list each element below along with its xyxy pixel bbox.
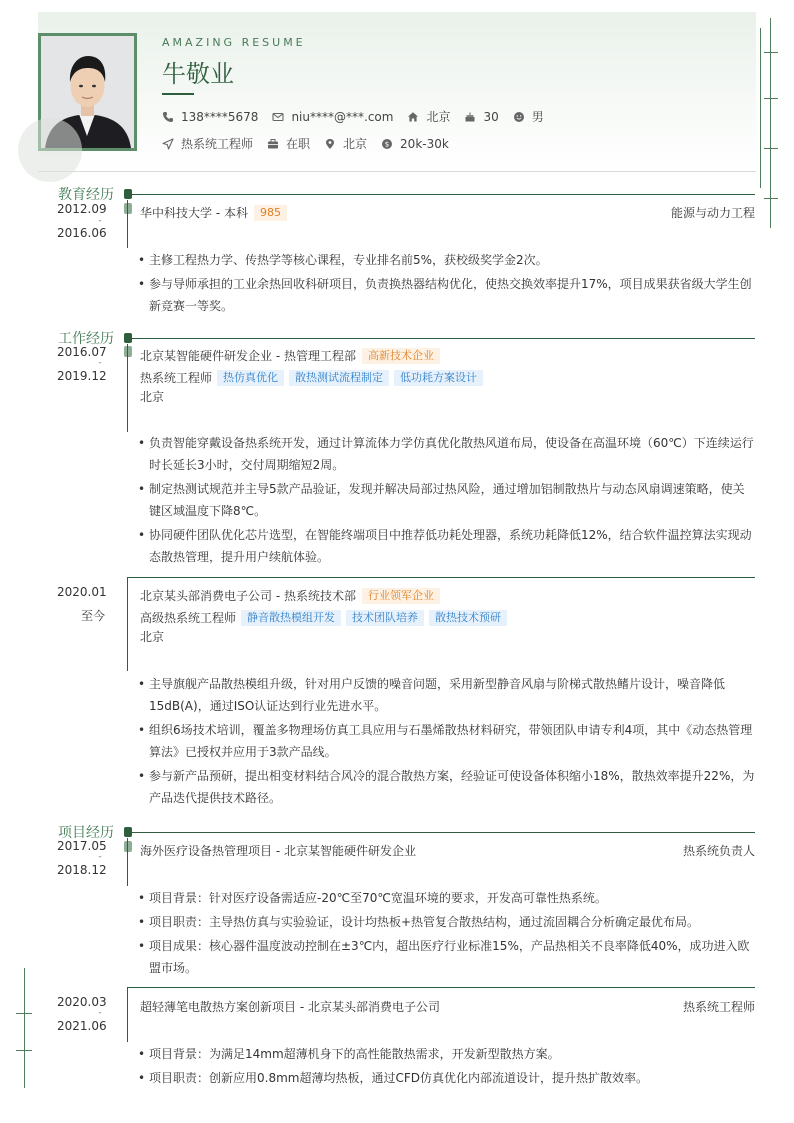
company-dept: 北京某头部消费电子公司 - 热系统技术部 [140, 589, 356, 603]
company-tag: 行业领军企业 [362, 588, 440, 604]
phone-icon [162, 111, 174, 123]
city-info [407, 108, 450, 125]
entry-divider [128, 987, 755, 988]
cake-icon [464, 111, 476, 123]
candidate-name: 牛敬业 [162, 60, 234, 88]
edu-start-date: 2012.09 [57, 202, 107, 216]
section-line [128, 832, 755, 833]
role: 热系统工程师 [140, 371, 213, 385]
city-text: 北京 [426, 110, 451, 124]
bullet-item: • 参与导师承担的工业余热回收科研项目，负责换热器结构优化，使热交换效率提升17%，项目成果获省级大学生创新竞赛一等奖。 [138, 273, 755, 317]
project-role: 热系统工程师 [682, 1000, 755, 1014]
date-separator: - [98, 216, 102, 226]
project-title: 超轻薄笔电散热方案创新项目 - 北京某头部消费电子公司 [140, 1000, 440, 1014]
entry-marker [124, 841, 132, 852]
edu-entry-head [140, 204, 755, 221]
role: 高级热系统工程师 [140, 611, 237, 625]
decor-line [764, 198, 778, 199]
bullet-item: • 项目职责：主导热仿真与实验验证，设计均热板+热管复合散热结构，通过流固耦合分析确定最优布局。 [138, 911, 755, 933]
edu-end-date: 2016.06 [57, 226, 107, 240]
section-line [128, 338, 755, 339]
work-end-date: 2019.12 [57, 369, 107, 383]
section-title-work: 工作经历 [58, 331, 114, 347]
bullet-item: • 项目成果：核心器件温度波动控制在±3℃内，超出医疗行业标准15%，产品热相关不良率降低40%，成功进入欧盟市场。 [138, 935, 755, 979]
gender-info [513, 108, 544, 125]
project-start-date: 2020.03 [57, 995, 107, 1009]
timeline-line [127, 987, 128, 1042]
target-city-text: 北京 [343, 137, 368, 151]
timeline-line [127, 838, 128, 886]
work-start-date: 2020.01 [57, 585, 107, 599]
project-entry-head [140, 842, 755, 859]
decor-line [760, 28, 761, 188]
section-title-education: 教育经历 [58, 187, 114, 203]
company-tag: 高新技术企业 [362, 348, 440, 364]
skill-tag: 静音散热模组开发 [241, 610, 341, 626]
resume-brand: AMAZING RESUME [162, 36, 306, 49]
entry-marker [124, 203, 132, 214]
work-bullets [138, 673, 755, 811]
svg-text:$: $ [384, 140, 390, 149]
timeline-line [127, 344, 128, 432]
project-role: 热系统负责人 [682, 844, 755, 858]
company-dept: 北京某智能硬件研发企业 - 热管理工程部 [140, 349, 356, 363]
decor-line [770, 18, 771, 228]
project-end-date: 2018.12 [57, 863, 107, 877]
project-bullets [138, 887, 755, 981]
location-icon [324, 138, 336, 150]
name-underline [162, 93, 194, 95]
bullet-item: • 参与新产品预研，提出相变材料结合风冷的混合散热方案，经验证可使设备体积缩小18%，散热效率提升22%，为产品迭代提供技术路径。 [138, 765, 755, 809]
work-entry-head [140, 347, 755, 364]
bullet-item: • 负责智能穿戴设备热系统开发，通过计算流体力学仿真优化散热风道布局，使设备在高温环境（60℃）下连续运行时长延长3小时，交付周期缩短2周。 [138, 432, 755, 476]
mail-icon [272, 111, 284, 123]
school-degree: 华中科技大学 - 本科 [140, 206, 248, 220]
salary-info [381, 137, 449, 151]
resume-header [38, 12, 756, 172]
salary-text: 20k-30k [400, 136, 449, 151]
decor-line [764, 98, 778, 99]
project-bullets [138, 1043, 755, 1091]
skill-tag: 热仿真优化 [217, 370, 284, 386]
date-separator: - [98, 1008, 102, 1018]
skill-tag: 散热技术预研 [429, 610, 507, 626]
section-line [128, 194, 755, 195]
date-separator: - [98, 358, 102, 368]
work-start-date: 2016.07 [57, 345, 107, 359]
contact-row [162, 108, 558, 125]
decor-line [24, 968, 25, 1088]
email-text: niu****@***.com [291, 109, 394, 124]
work-bullets [138, 432, 755, 570]
decor-line [764, 148, 778, 149]
decor-line [764, 52, 778, 53]
skill-tag: 技术团队培养 [346, 610, 424, 626]
briefcase-icon [267, 138, 279, 150]
timeline-line [127, 577, 128, 671]
decor-line [16, 1050, 32, 1051]
work-role-row [140, 609, 755, 626]
edu-bullets [138, 249, 755, 319]
money-icon [381, 138, 393, 150]
home-icon [407, 111, 419, 123]
decor-circle [18, 118, 82, 182]
section-title-project: 项目经历 [58, 825, 114, 841]
project-title: 海外医疗设备热管理项目 - 北京某智能硬件研发企业 [140, 844, 416, 858]
age-text: 30 [483, 109, 499, 124]
work-end-date: 至今 [80, 609, 105, 623]
work-entry-head [140, 587, 755, 604]
job-intent-row [162, 135, 463, 152]
bullet-item: • 制定热测试规范并主导5款产品验证，发现并解决局部过热风险，通过增加铝制散热片与动态风扇调速策略，使关键区域温度下降8℃。 [138, 478, 755, 522]
bullet-item: • 项目背景：针对医疗设备需适应-20℃至70℃宽温环境的要求，开发高可靠性热系统。 [138, 887, 755, 909]
timeline-line [127, 200, 128, 248]
bullet-item: • 项目职责：创新应用0.8mm超薄均热板，通过CFD仿真优化内部流道设计，提升热扩散效率。 [138, 1067, 755, 1089]
work-role-row [140, 369, 755, 386]
status-info [267, 135, 310, 152]
major: 能源与动力工程 [670, 206, 755, 220]
decor-line [16, 1013, 32, 1014]
bullet-item: • 项目背景：为满足14mm超薄机身下的高性能散热需求，开发新型散热方案。 [138, 1043, 755, 1065]
entry-divider [128, 577, 755, 578]
gender-text: 男 [531, 110, 544, 124]
email-info [272, 110, 393, 124]
entry-marker [124, 346, 132, 357]
project-end-date: 2021.06 [57, 1019, 107, 1033]
school-tag: 985 [254, 205, 287, 221]
skill-tag: 低功耗方案设计 [394, 370, 483, 386]
work-city: 北京 [140, 390, 165, 404]
skill-tag: 散热测试流程制定 [289, 370, 389, 386]
bullet-item: • 组织6场技术培训，覆盖多物理场仿真工具应用与石墨烯散热材料研究，带领团队申请专利4项，其中《动态热管理算法》已授权并应用于3款产品线。 [138, 719, 755, 763]
date-separator: - [98, 852, 102, 862]
bullet-item: • 主修工程热力学、传热学等核心课程，专业排名前5%，获校级奖学金2次。 [138, 249, 755, 271]
job-title-info [162, 135, 253, 152]
job-title-text: 热系统工程师 [181, 137, 254, 151]
target-city-info [324, 135, 367, 152]
bullet-item: • 协同硬件团队优化芯片选型，在智能终端项目中推荐低功耗处理器，系统功耗降低12%，结合软件温控算法实现动态散热管理，提升用户续航体验。 [138, 524, 755, 568]
send-icon [162, 138, 174, 150]
age-info [464, 110, 498, 124]
status-text: 在职 [286, 137, 311, 151]
phone-text: 138****5678 [181, 109, 259, 124]
work-city: 北京 [140, 630, 165, 644]
smile-icon [513, 111, 525, 123]
project-entry-head [140, 998, 755, 1015]
bullet-item: • 主导旗舰产品散热模组升级，针对用户反馈的噪音问题，采用新型静音风扇与阶梯式散热鳍片设计，噪音降低15dB(A)，通过ISO认证达到行业先进水平。 [138, 673, 755, 717]
project-start-date: 2017.05 [57, 839, 107, 853]
phone-info [162, 110, 258, 124]
